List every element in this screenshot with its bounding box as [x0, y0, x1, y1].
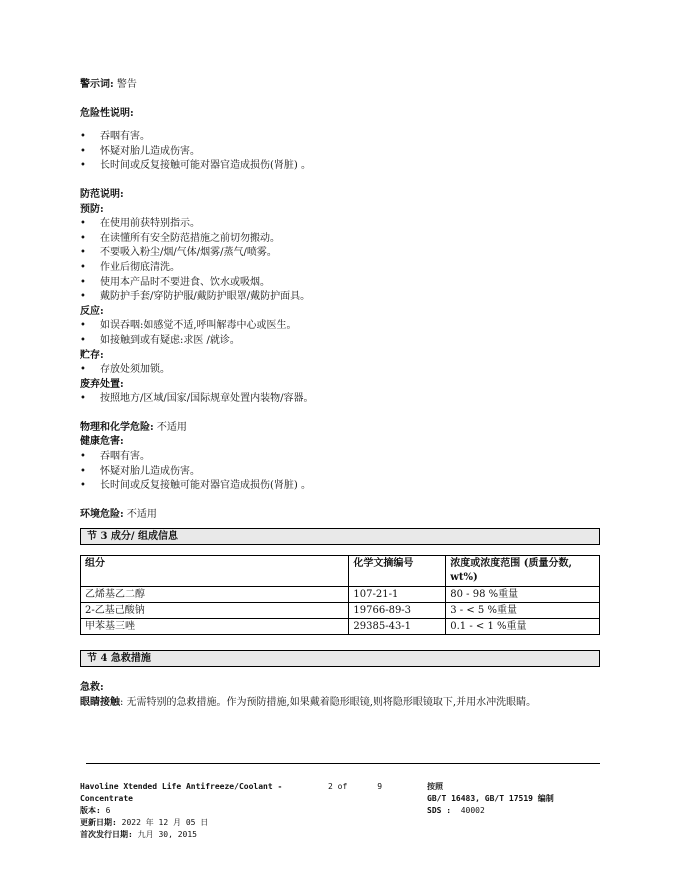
table-row [81, 603, 600, 619]
revision-date-label: 更新日期: [80, 818, 117, 827]
eye-contact-paragraph [80, 696, 600, 711]
eye-contact-label: 眼睛接触 [80, 697, 120, 709]
version-value: 6 [105, 806, 111, 815]
section-4-header: 节 4 急救措施 [80, 650, 600, 667]
list-item: • 如接触到或有疑虑:求医 /就诊。 [80, 334, 600, 349]
revision-date-value: 2022 年 12 月 05 日 [121, 818, 209, 827]
bullet-icon: • [80, 145, 86, 157]
standard-line1: 按照 [427, 782, 443, 791]
footer-divider [86, 763, 600, 764]
table-header-row [81, 556, 600, 587]
first-aid-heading: 急救: [80, 682, 104, 694]
physical-hazards [80, 421, 600, 436]
composition-table [80, 555, 600, 635]
hazard-statements-heading: 危险性说明: [80, 107, 134, 119]
table-cell: 2-乙基己酸钠 [81, 603, 349, 619]
column-header-cas: 化学文摘编号 [349, 556, 446, 587]
first-issue-value: 九月 30, 2015 [137, 830, 198, 839]
page-number-current: 2 of [328, 782, 348, 791]
footer-standard-info [427, 781, 554, 817]
table-row [81, 619, 600, 635]
table-cell: 0.1 - < 1 %重量 [446, 619, 600, 635]
signal-word [80, 78, 600, 93]
list-item: • 怀疑对胎儿造成伤害。 [80, 145, 600, 160]
table-row [81, 587, 600, 603]
bullet-icon: • [80, 393, 86, 405]
health-hazards-heading: 健康危害: [80, 436, 124, 448]
bullet-icon: • [80, 160, 86, 172]
prevention-heading: 预防: [80, 203, 104, 215]
list-item: • 如误吞咽:如感觉不适,呼叫解毒中心或医生。 [80, 319, 600, 334]
environmental-hazards-value: 不适用 [126, 508, 157, 520]
signal-word-value: 警告 [116, 79, 137, 90]
list-item: • 按照地方/区域/国家/国际规章处置内装物/容器。 [80, 392, 600, 407]
list-item: • 怀疑对胎儿造成伤害。 [80, 465, 600, 480]
list-item: • 戴防护手套/穿防护服/戴防护眼罩/戴防护面具。 [80, 290, 600, 305]
list-item: • 在读懂所有安全防范措施之前切勿搬动。 [80, 232, 600, 247]
sds-page [80, 78, 600, 711]
sds-label: SDS : [427, 806, 452, 815]
list-item: • 使用本产品时不要进食、饮水或吸烟。 [80, 276, 600, 291]
bullet-icon: • [80, 480, 86, 492]
bullet-icon: • [80, 218, 86, 230]
list-item: • 存放处须加锁。 [80, 363, 600, 378]
table-cell: 19766-89-3 [349, 603, 446, 619]
eye-contact-text: : 无需特别的急救措施。作为预防措施,如果戴着隐形眼镜,则将隐形眼镜取下,并用水冲洗眼睛。 [120, 697, 537, 709]
bullet-icon: • [80, 465, 86, 477]
page-number-total: 9 [377, 782, 383, 791]
environmental-hazards-label: 环境危险: [80, 508, 124, 520]
table-cell: 29385-43-1 [349, 619, 446, 635]
bullet-icon: • [80, 232, 86, 244]
precautionary-heading: 防范说明: [80, 188, 124, 200]
list-item: • 长时间或反复接触可能对器官造成损伤(肾脏) 。 [80, 479, 600, 494]
table-cell: 乙烯基乙二醇 [81, 587, 349, 603]
bullet-icon: • [80, 320, 86, 332]
list-item: • 在使用前获特别指示。 [80, 217, 600, 232]
sds-number: 40002 [460, 806, 485, 815]
table-cell: 甲苯基三唑 [81, 619, 349, 635]
list-item: • 作业后彻底清洗。 [80, 261, 600, 276]
bullet-icon: • [80, 276, 86, 288]
storage-heading: 贮存: [80, 349, 104, 361]
list-item: • 吞咽有害。 [80, 450, 600, 465]
version-label: 版本: [80, 806, 101, 815]
list-item: • 长时间或反复接触可能对器官造成损伤(肾脏) 。 [80, 159, 600, 174]
column-header-component: 组分 [81, 556, 349, 587]
product-name-line1: Havoline Xtended Life Antifreeze/Coolant - [80, 782, 283, 791]
physical-hazards-label: 物理和化学危险: [80, 421, 154, 433]
standard-line2: GB/T 16483, GB/T 17519 编制 [427, 794, 554, 803]
response-heading: 反应: [80, 305, 104, 317]
table-cell: 80 - 98 %重量 [446, 587, 600, 603]
list-item: • 吞咽有害。 [80, 130, 600, 145]
bullet-icon: • [80, 131, 86, 143]
table-cell: 107-21-1 [349, 587, 446, 603]
column-header-concentration: 浓度或浓度范围 (质量分数, wt%) [446, 556, 600, 587]
signal-word-label: 警示词: [80, 79, 114, 90]
bullet-icon: • [80, 451, 86, 463]
table-cell: 3 - < 5 %重量 [446, 603, 600, 619]
bullet-icon: • [80, 334, 86, 346]
list-item: • 不要吸入粉尘/烟/气体/烟雾/蒸气/喷雾。 [80, 246, 600, 261]
environmental-hazards [80, 508, 600, 523]
disposal-heading: 废弃处置: [80, 378, 124, 390]
footer-product-info [80, 781, 290, 841]
bullet-icon: • [80, 261, 86, 273]
bullet-icon: • [80, 291, 86, 303]
physical-hazards-value: 不适用 [156, 421, 187, 433]
first-issue-label: 首次发行日期: [80, 830, 133, 839]
bullet-icon: • [80, 247, 86, 259]
section-3-header: 节 3 成分/ 组成信息 [80, 528, 600, 545]
product-name-line2: Concentrate [80, 794, 133, 803]
page-number [328, 781, 382, 793]
bullet-icon: • [80, 364, 86, 376]
